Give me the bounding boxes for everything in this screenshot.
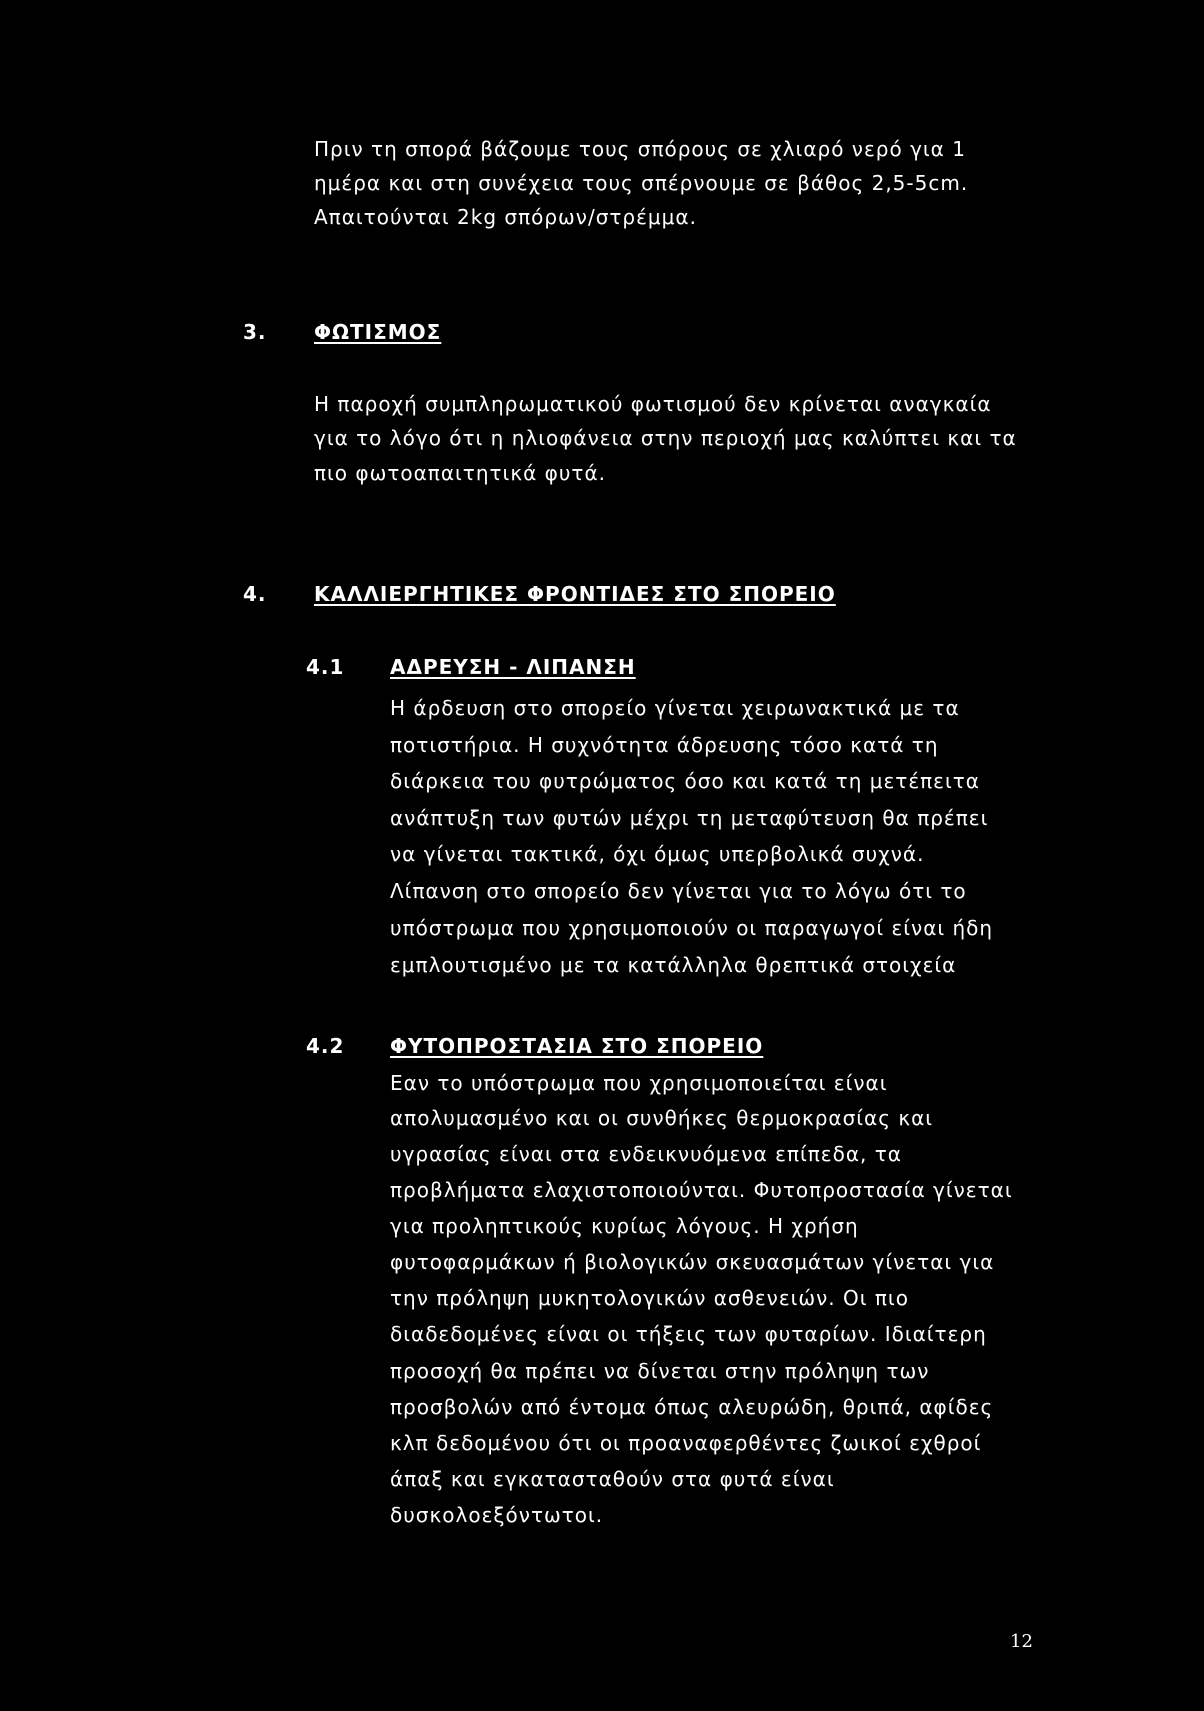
paragraph-line: φυτοφαρμάκων ή βιολογικών σκευασμάτων γίνεται για [390,1250,995,1274]
paragraph-line: Η παροχή συμπληρωματικού φωτισμού δεν κρίνεται αναγκαία [314,392,992,416]
intro-line: Απαιτούνται 2kg σπόρων/στρέμμα. [314,205,697,229]
paragraph-line: πιο φωτοαπαιτητικά φυτά. [314,461,606,485]
page-number: 12 [1010,1631,1033,1652]
intro-line: ημέρα και στη συνέχεια τους σπέρνουμε σε βάθος 2,5-5cm. [314,171,969,195]
paragraph-line: Λίπανση στο σπορείο δεν γίνεται για το λόγω ότι το [390,879,967,903]
paragraph-line: για προληπτικούς κυρίως λόγους. Η χρήση [390,1214,859,1238]
paragraph-line: την πρόληψη μυκητολογικών ασθενειών. Οι πιο [390,1286,909,1310]
paragraph-line: ποτιστήρια. Η συχνότητα άδρευσης τόσο κατά τη [390,733,939,757]
paragraph-line: προσοχή θα πρέπει να δίνεται στην πρόληψη των [390,1359,930,1383]
paragraph-line: απολυμασμένο και οι συνθήκες θερμοκρασίας και [390,1106,934,1130]
section-number: 4. [243,582,267,606]
paragraph-line: υγρασίας είναι στα ενδεικνυόμενα επίπεδα, τα [390,1142,902,1166]
paragraph-line: Η άρδευση στο σπορείο γίνεται χειρωνακτικά με τα [390,696,960,720]
paragraph-line: άπαξ και εγκατασταθούν στα φυτά είναι [390,1467,835,1491]
paragraph-line: διαδεδομένες είναι οι τήξεις των φυταρίων. Ιδιαίτερη [390,1322,987,1346]
subsection-heading: ΑΔΡΕΥΣΗ - ΛΙΠΑΝΣΗ [390,655,636,679]
paragraph-line: Εαν το υπόστρωμα που χρησιμοποιείται είναι [390,1071,888,1095]
paragraph-line: να γίνεται τακτικά, όχι όμως υπερβολικά συχνά. [390,842,925,866]
paragraph-line: ανάπτυξη των φυτών μέχρι τη μεταφύτευση θα πρέπει [390,806,989,830]
paragraph-line: προβλήματα ελαχιστοποιούνται. Φυτοπροστασία γίνεται [390,1178,1013,1202]
intro-line: Πριν τη σπορά βάζουμε τους σπόρους σε χλιαρό νερό για 1 [314,137,966,161]
paragraph-line: προσβολών από έντομα όπως αλευρώδη, θριπά, αφίδες [390,1395,994,1419]
paragraph-line: υπόστρωμα που χρησιμοποιούν οι παραγωγοί είναι ήδη [390,916,994,940]
paragraph-line: διάρκεια του φυτρώματος όσο και κατά τη μετέπειτα [390,769,980,793]
paragraph-line: εμπλουτισμένο με τα κατάλληλα θρεπτικά στοιχεία [390,953,957,977]
section-heading: ΚΑΛΛΙΕΡΓΗΤΙΚΕΣ ΦΡΟΝΤΙΔΕΣ ΣΤΟ ΣΠΟΡΕΙΟ [314,582,836,606]
subsection-number: 4.2 [306,1034,345,1058]
paragraph-line: για το λόγο ότι η ηλιοφάνεια στην περιοχή μας καλύπτει και τα [314,426,1017,450]
subsection-heading: ΦΥΤΟΠΡΟΣΤΑΣΙΑ ΣΤΟ ΣΠΟΡΕΙΟ [390,1034,764,1058]
paragraph-line: κλπ δεδομένου ότι οι προαναφερθέντες ζωικοί εχθροί [390,1431,982,1455]
paragraph-line: δυσκολοεξόντωτοι. [390,1503,604,1527]
subsection-number: 4.1 [306,655,345,679]
section-heading: ΦΩΤΙΣΜΟΣ [314,320,442,344]
section-number: 3. [243,320,267,344]
